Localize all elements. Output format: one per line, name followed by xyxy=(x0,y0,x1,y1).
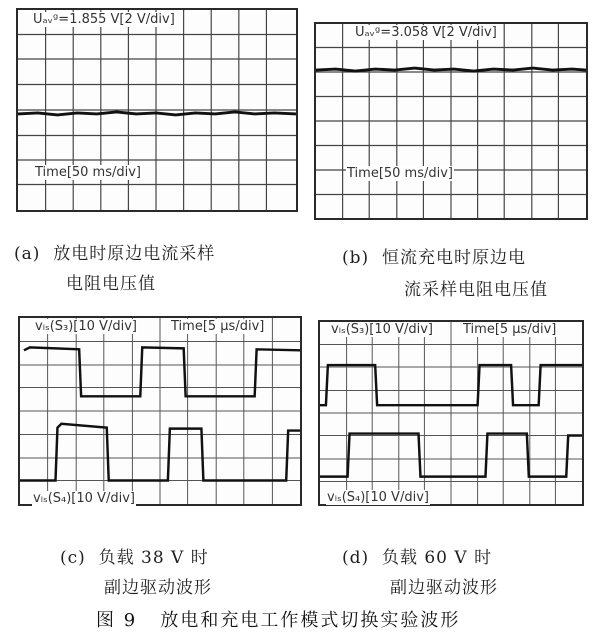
scope-panel-d xyxy=(318,320,584,506)
scope-grid-c xyxy=(20,318,300,504)
caption-d-line1: (d) 负载 60 V 时 xyxy=(342,548,493,568)
scope-panel-c xyxy=(18,316,302,506)
figure-caption: 图 9 放电和充电工作模式切换实验波形 xyxy=(96,610,461,631)
channel-label-d-bottom: vₗₛ(S₄)[10 V/div] xyxy=(327,490,429,505)
waveform-trace-b xyxy=(316,68,586,71)
scope-panel-b xyxy=(314,22,588,220)
caption-a-line2: 电阻电压值 xyxy=(66,274,156,294)
scope-panel-a xyxy=(16,8,298,212)
caption-d-line2: 副边驱动波形 xyxy=(390,578,498,598)
channel-label-d-top: vₗₛ(S₃)[10 V/div] xyxy=(331,322,433,337)
scope-grid-b xyxy=(316,24,586,218)
caption-b-line2: 流采样电阻电压值 xyxy=(404,280,548,300)
caption-c-line1: (c) 负载 38 V 时 xyxy=(60,548,209,568)
time-scale-c: Time[5 μs/div] xyxy=(171,319,265,334)
caption-b-line1: (b) 恒流充电时原边电 xyxy=(342,248,526,268)
caption-c-line2: 副边驱动波形 xyxy=(104,578,212,598)
time-scale-d: Time[5 μs/div] xyxy=(463,322,557,337)
scope-grid-d xyxy=(320,322,582,504)
voltage-reading-b: Uₐᵥᵍ=3.058 V[2 V/div] xyxy=(355,25,497,40)
time-scale-b: Time[50 ms/div] xyxy=(347,166,454,181)
channel-label-c-bottom: vₗₛ(S₄)[10 V/div] xyxy=(33,491,135,506)
voltage-reading-a: Uₐᵥᵍ=1.855 V[2 V/div] xyxy=(33,12,175,27)
channel-label-c-top: vₗₛ(S₃)[10 V/div] xyxy=(35,319,137,334)
waveform-trace-a xyxy=(18,112,296,115)
waveform-trace-c-top xyxy=(24,347,300,396)
scope-grid-a xyxy=(18,10,296,210)
caption-a-line1: (a) 放电时原边电流采样 xyxy=(14,244,216,264)
time-scale-a: Time[50 ms/div] xyxy=(35,165,142,180)
